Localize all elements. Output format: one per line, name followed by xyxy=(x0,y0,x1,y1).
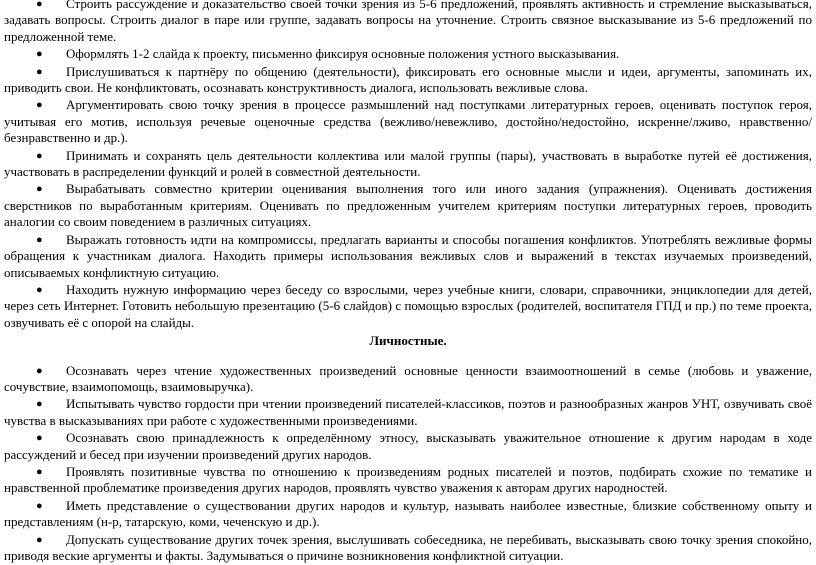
bullet-icon: ● xyxy=(36,398,43,411)
list-item: ● Иметь представление о существовании других народов и культур, называть наиболее известные, близкие собственному опыту и представлениям (н-р, татарскую, коми, чеченскую и др.). xyxy=(4,497,812,530)
bullet-icon: ● xyxy=(36,48,43,61)
list-item: ● Вырабатывать совместно критерии оценивания выполнения того или иного задания (упражнения). Оценивать достижения сверстников по выработанным критериям. Оценивать по предложенным учителем критериям поступки литературных героев, проводить аналогии со своим поведением в различных ситуациях. xyxy=(4,181,812,230)
bullet-icon: ● xyxy=(36,432,43,445)
bullet-icon: ● xyxy=(36,183,43,196)
list-item: ● Испытывать чувство гордости при чтении произведений писателей-классиков, поэтов и разнообразных жанров УНТ, озвучивать своё чувства в высказываниях при работе с художественными произведениями. xyxy=(4,396,812,428)
bullet-icon: ● xyxy=(36,0,43,10)
list-item: ● Принимать и сохранять цель деятельности коллектива или малой группы (пары), участвовать в выработке путей её достижения, участвовать в распределении функций и ролей в совместной деятельности. xyxy=(4,147,812,180)
bullet-icon: ● xyxy=(36,465,43,478)
list-item: ● Аргументировать свою точку зрения в процессе размышлений над поступками литературных героев, оценивать поступок героя, учитывая его мотив, используя речевые оценочные средства (вежливо/невежливо, достойно/недостойно, искренне/лживо, нравственно/безнравственно и др.). xyxy=(4,97,812,146)
list-item: ● Выражать готовность идти на компромиссы, предлагать варианты и способы погашения конфликтов. Употреблять вежливые формы обращения к участникам диалога. Находить примеры использования вежливых слов и выражений в текстах изучаемых произведений, описываемых конфликтную ситуацию. xyxy=(4,231,812,280)
bullet-icon: ● xyxy=(36,65,43,78)
bullet-icon: ● xyxy=(36,533,43,546)
bullet-icon: ● xyxy=(36,149,43,162)
list-item: ● Допускать существование других точек зрения, выслушивать собеседника, не перебивать, высказывать свою точку зрения спокойно, приводя веские аргументы и факты. Задумываться о причине возникновения конфликтной ситуации. xyxy=(4,531,812,563)
list-item: ● Осознавать свою принадлежность к определённому этносу, высказывать уважительное отношение к другим народам в ходе рассуждений и бесед при изучении произведений других народов. xyxy=(4,430,812,462)
list-item: ● Осознавать через чтение художественных произведений основные ценности взаимоотношений в семье (любовь и уважение, сочувствие, взаимопомощь, взаимовыручка). xyxy=(4,362,812,394)
document-page xyxy=(4,0,812,565)
bullet-icon: ● xyxy=(36,499,43,512)
bullet-icon: ● xyxy=(36,364,43,377)
list-item: ● Прислушиваться к партнёру по общению (деятельности), фиксировать его основные мысли и идеи, аргументы, запоминать их, приводить свои. Не конфликтовать, осознавать конструктивность диалога, использовать вежливые слова. xyxy=(4,63,812,96)
list-item: ● Строить рассуждение и доказательство своей точки зрения из 5-6 предложений, проявлять активность и стремление высказываться, задавать вопросы. Строить диалог в паре или группе, задавать вопросы на уточнение. Строить связное высказывание из 5-6 предложений по предложенной теме. xyxy=(4,0,812,45)
bullet-icon: ● xyxy=(36,99,43,112)
list-item: ● Находить нужную информацию через беседу со взрослыми, через учебные книги, словари, справочники, энциклопедии для детей, через сеть Интернет. Готовить небольшую презентацию (5-6 слайдов) с помощью взрослых (родителей, воспитателя ГПД и пр.) по теме проекта, озвучивать её с опорой на слайды. xyxy=(4,281,812,330)
section-heading: Личностные. xyxy=(369,333,447,349)
bullet-icon: ● xyxy=(36,283,43,296)
bullet-icon: ● xyxy=(36,233,43,246)
list-item: ● Проявлять позитивные чувства по отношению к произведениям родных писателей и поэтов, подбирать схожие по тематике и нравственной проблематике произведения других народов, проявлять чувство уважения к авторам других народностей. xyxy=(4,463,812,496)
list-item: ● Оформлять 1-2 слайда к проекту, письменно фиксируя основные положения устного высказывания. xyxy=(36,46,620,62)
